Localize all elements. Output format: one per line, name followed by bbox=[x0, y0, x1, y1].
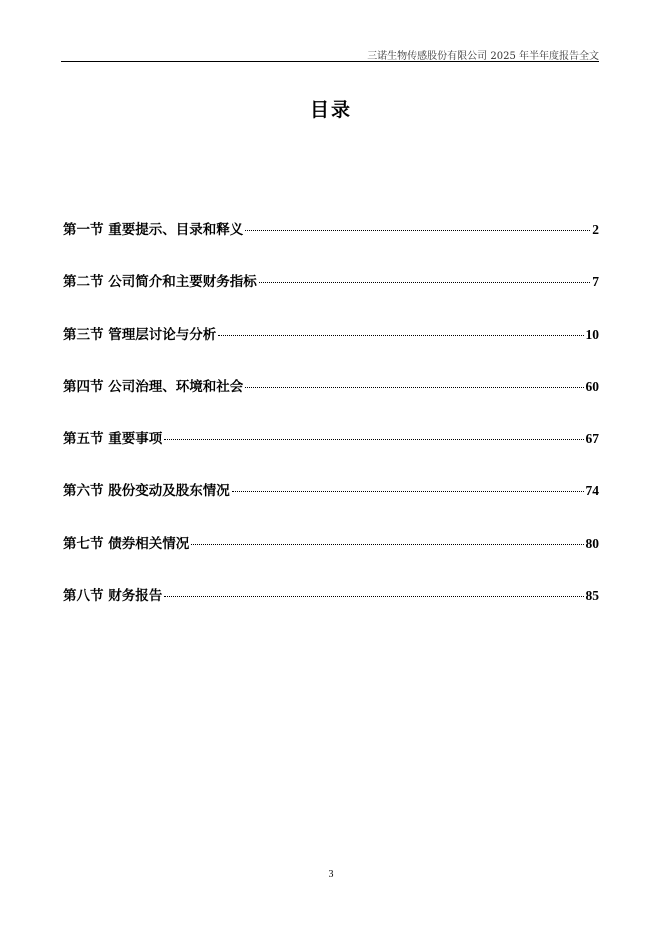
toc-entry-label: 第四节 公司治理、环境和社会 bbox=[63, 378, 244, 395]
page-number: 3 bbox=[328, 869, 334, 880]
toc-entry-section-3[interactable] bbox=[63, 323, 599, 343]
dot-leader bbox=[232, 491, 584, 492]
toc-entry-section-4[interactable] bbox=[63, 375, 599, 395]
dot-leader bbox=[259, 282, 591, 283]
toc-entry-page: 85 bbox=[585, 588, 599, 604]
toc-entry-label: 第三节 管理层讨论与分析 bbox=[63, 326, 217, 343]
running-header: 三诺生物传感股份有限公司 2025 年半年度报告全文 bbox=[367, 51, 599, 62]
dot-leader bbox=[164, 439, 583, 440]
toc-entry-page: 2 bbox=[592, 222, 599, 237]
toc-entry-label: 第五节 重要事项 bbox=[63, 431, 163, 448]
toc-entry-page: 10 bbox=[585, 326, 599, 342]
dot-leader bbox=[164, 596, 583, 597]
toc-entry-label: 第六节 股份变动及股东情况 bbox=[63, 483, 230, 500]
toc-entry-section-7[interactable] bbox=[63, 532, 599, 552]
dot-leader bbox=[245, 230, 590, 231]
toc-entry-section-5[interactable] bbox=[63, 427, 599, 447]
toc-entry-section-2[interactable] bbox=[63, 270, 599, 290]
toc-entry-page: 80 bbox=[585, 535, 599, 551]
toc-entry-section-1[interactable] bbox=[63, 218, 599, 238]
page-title: 目录 bbox=[309, 99, 352, 121]
dot-leader bbox=[218, 335, 583, 336]
table-of-contents bbox=[63, 218, 599, 636]
toc-entry-page: 7 bbox=[592, 274, 599, 290]
toc-entry-page: 67 bbox=[585, 431, 599, 447]
dot-leader bbox=[245, 387, 583, 388]
toc-entry-label: 第二节 公司简介和主要财务指标 bbox=[63, 274, 257, 291]
toc-entry-section-8[interactable] bbox=[63, 584, 599, 604]
toc-entry-label: 第七节 债券相关情况 bbox=[63, 535, 190, 552]
dot-leader bbox=[191, 544, 583, 545]
toc-entry-section-6[interactable] bbox=[63, 479, 599, 499]
toc-entry-label: 第一节 重要提示、目录和释义 bbox=[63, 222, 244, 238]
toc-entry-page: 60 bbox=[585, 378, 599, 394]
toc-entry-label: 第八节 财务报告 bbox=[63, 588, 163, 605]
header-divider bbox=[61, 61, 599, 62]
toc-entry-page: 74 bbox=[585, 483, 599, 499]
